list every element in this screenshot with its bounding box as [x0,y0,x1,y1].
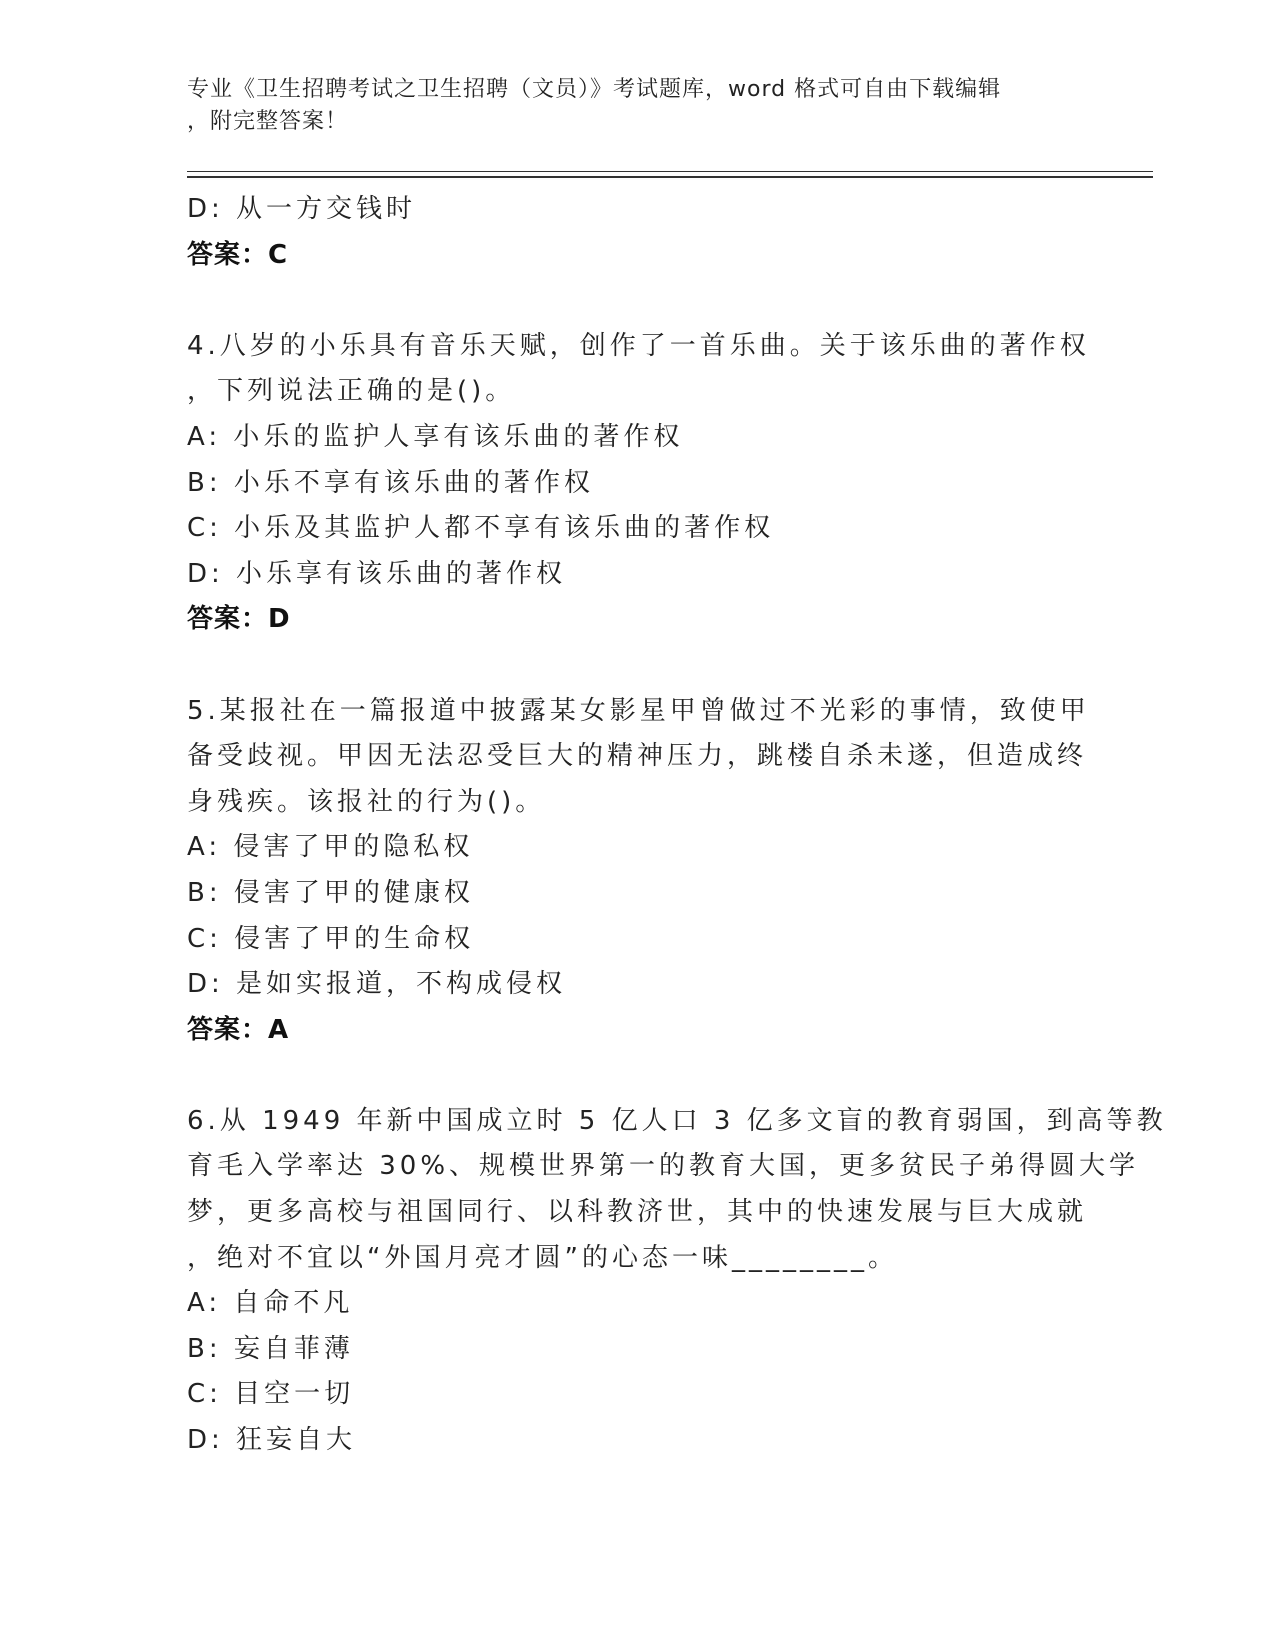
question-stem-line: ，下列说法正确的是()。 [187,376,516,407]
option-d: D: 狂妄自大 [187,1425,357,1456]
option-b: B: 妄自菲薄 [187,1333,354,1364]
answer-line: 答案：A [187,1014,290,1045]
header-rule-bottom [187,176,1153,178]
header-line-2: ，附完整答案！ [187,109,349,134]
answer-line: 答案：D [187,604,291,635]
option-a: A: 侵害了甲的隐私权 [187,832,474,863]
spacer [187,643,1087,689]
question-stem-line: 6.从 1949 年新中国成立时 5 亿人口 3 亿多文盲的教育弱国，到高等教 [187,1105,1167,1136]
option-c: C: 目空一切 [187,1379,355,1410]
spacer [187,278,1087,324]
header-line-1: 专业《卫生招聘考试之卫生招聘（文员）》考试题库，word 格式可自由下载编辑 [187,77,1002,102]
question-stem-line: 备受歧视。甲因无法忍受巨大的精神压力，跳楼自杀未遂，但造成终 [187,741,1088,772]
option-c: C: 小乐及其监护人都不享有该乐曲的著作权 [187,513,775,544]
option-d: D: 小乐享有该乐曲的著作权 [187,558,567,589]
question-stem-line: 梦，更多高校与祖国同行、以科教济世，其中的快速发展与巨大成就 [187,1197,1088,1228]
option-d: D: 从一方交钱时 [187,194,417,224]
question-stem-line: 身残疾。该报社的行为()。 [187,786,546,817]
question-4 [187,324,1090,643]
document-header [187,74,1087,138]
question-stem-line: 育毛入学率达 30%、规模世界第一的教育大国，更多贫民子弟得圆大学 [187,1151,1140,1182]
header-rule-top [187,171,1153,172]
option-b: B: 小乐不享有该乐曲的著作权 [187,467,594,498]
option-a: A: 小乐的监护人享有该乐曲的著作权 [187,421,684,452]
question-stem-line: ，绝对不宜以“外国月亮才圆”的心态一味________。 [187,1242,898,1273]
question-stem-line: 5.某报社在一篇报道中披露某女影星甲曾做过不光彩的事情，致使甲 [187,695,1090,726]
spacer [187,1053,1087,1099]
question-5 [187,689,1090,1054]
option-a: A: 自命不凡 [187,1288,354,1319]
option-c: C: 侵害了甲的生命权 [187,923,475,954]
question-3-tail [187,187,1087,278]
question-stem-line: 4.八岁的小乐具有音乐天赋，创作了一首乐曲。关于该乐曲的著作权 [187,330,1090,361]
question-6 [187,1099,1167,1464]
option-d: D: 是如实报道，不构成侵权 [187,969,567,1000]
option-b: B: 侵害了甲的健康权 [187,877,474,908]
answer-line: 答案：C [187,239,289,270]
question-content [187,187,1167,1464]
